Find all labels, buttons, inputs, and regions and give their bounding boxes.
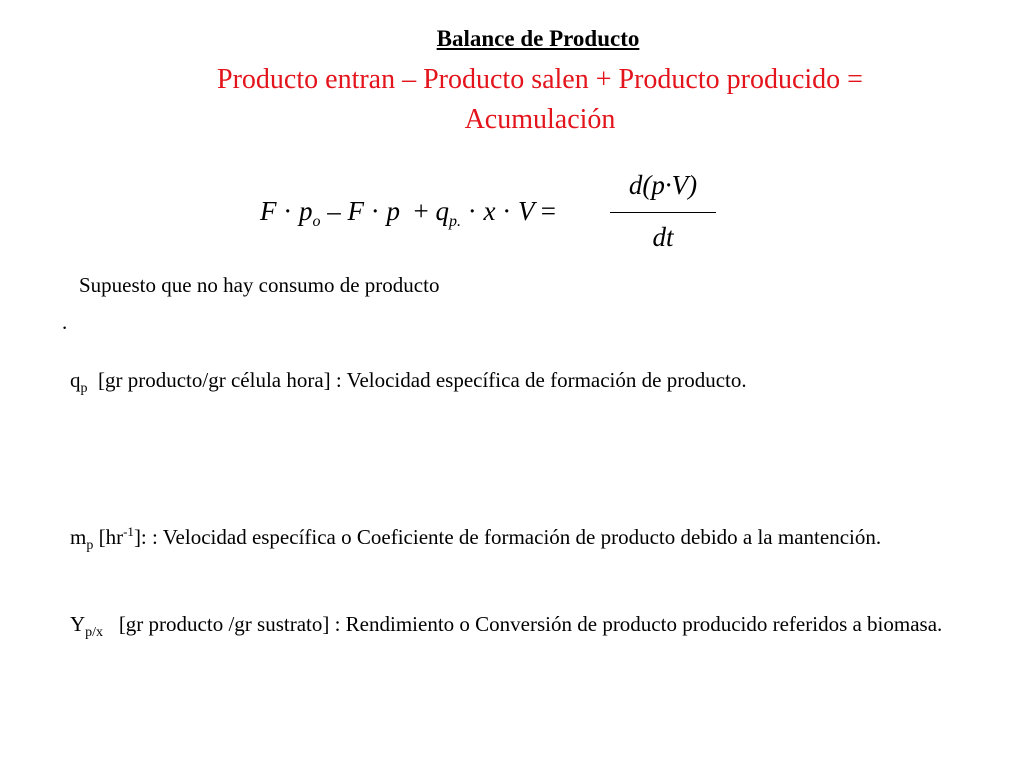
eq-dot-3: · <box>467 196 477 226</box>
eq-minus: – <box>327 196 348 226</box>
yp-text: [gr producto /gr sustrato] : Rendimiento o Conversión de producto producido referidos a biomasa. <box>118 612 943 636</box>
mp-sub: p <box>86 538 94 553</box>
eq-plus: + <box>413 196 429 226</box>
eq-dot-2: · <box>370 196 380 226</box>
eq-F1: F <box>260 196 277 226</box>
eq-q: q <box>435 196 449 226</box>
eq-sub-o: o <box>312 213 321 230</box>
mp-sup: -1 <box>123 524 134 539</box>
yp-sub: p/x <box>85 625 104 640</box>
balance-line-2: Acumulación <box>464 104 616 135</box>
equation-lhs <box>260 196 556 231</box>
eq-V: V <box>517 196 534 226</box>
eq-F2: F <box>347 196 364 226</box>
balance-line-1: Producto entran – Producto salen + Producto producido = <box>217 64 863 95</box>
eq-p2: p <box>386 196 400 226</box>
definition-qp <box>70 365 946 404</box>
eq-denominator: dt <box>652 222 674 252</box>
mp-pre: [hr <box>98 525 124 549</box>
definition-yp <box>70 609 946 648</box>
eq-dot-4: · <box>502 196 512 226</box>
qp-sub: p <box>80 381 88 396</box>
assumption-note: Supuesto que no hay consumo de producto <box>79 273 440 297</box>
mass-balance-equation <box>260 170 730 260</box>
eq-numerator: d(p·V) <box>628 170 698 200</box>
eq-p1: p <box>299 196 313 226</box>
mp-text: ]: : Velocidad específica o Coeficiente de formación de producto debido a la mantención. <box>133 525 882 549</box>
eq-equals: = <box>540 196 556 226</box>
yp-symbol: Y <box>70 612 86 636</box>
balance-statement <box>100 60 980 140</box>
eq-sub-p: p. <box>448 213 461 230</box>
eq-dot-1: · <box>283 196 293 226</box>
definition-mp <box>70 517 946 561</box>
stray-dot: . <box>62 310 68 334</box>
eq-x: x <box>483 196 496 226</box>
qp-symbol: q <box>70 368 81 392</box>
slide-title: Balance de Producto <box>436 26 640 51</box>
mp-symbol: m <box>70 525 87 549</box>
eq-fraction-bar <box>610 212 716 213</box>
qp-text: [gr producto/gr célula hora] : Velocidad específica de formación de producto. <box>98 368 747 392</box>
